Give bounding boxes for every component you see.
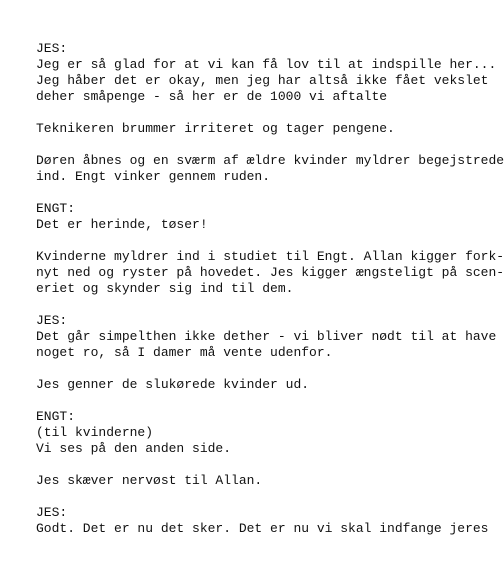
dialogue-line: Det går simpelthen ikke dether - vi bliver nødt til at have: [36, 329, 497, 344]
speaker-name: ENGT:: [36, 201, 76, 216]
action-line: Jes skæver nervøst til Allan.: [36, 473, 263, 488]
action-line: nyt ned og ryster på hovedet. Jes kigger ængsteligt på scen-: [36, 265, 504, 280]
block-spacer: [36, 105, 496, 121]
action-block: [36, 121, 496, 137]
dialogue-line: Godt. Det er nu det sker. Det er nu vi skal indfange jeres: [36, 521, 489, 536]
block-spacer: [36, 393, 496, 409]
dialogue-line: deher småpenge - så her er de 1000 vi aftalte: [36, 89, 388, 104]
block-spacer: [36, 361, 496, 377]
block-spacer: [36, 457, 496, 473]
dialogue-block: [36, 41, 496, 105]
dialogue-line: Det er herinde, tøser!: [36, 217, 208, 232]
dialogue-line: Jeg håber det er okay, men jeg har altså ikke fået vekslet: [36, 73, 489, 88]
block-spacer: [36, 233, 496, 249]
block-spacer: [36, 185, 496, 201]
action-block: [36, 249, 504, 297]
dialogue-block: [36, 201, 496, 233]
action-line: Teknikeren brummer irriteret og tager pengene.: [36, 121, 395, 136]
action-block: [36, 473, 496, 489]
dialogue-block: [36, 505, 496, 537]
block-spacer: [36, 489, 496, 505]
dialogue-line: noget ro, så I damer må vente udenfor.: [36, 345, 333, 360]
speaker-name: JES:: [36, 313, 68, 328]
action-line: Kvinderne myldrer ind i studiet til Engt. Allan kigger fork-: [36, 249, 504, 264]
action-block: [36, 377, 496, 393]
dialogue-block: [36, 409, 496, 457]
action-line: Døren åbnes og en sværm af ældre kvinder myldrer begejstrede: [36, 153, 504, 168]
speaker-name: ENGT:: [36, 409, 76, 424]
action-line: ind. Engt vinker gennem ruden.: [36, 169, 271, 184]
action-block: [36, 153, 504, 185]
action-line: eriet og skynder sig ind til dem.: [36, 281, 294, 296]
speaker-name: JES:: [36, 505, 68, 520]
block-spacer: [36, 297, 496, 313]
action-line: Jes genner de slukørede kvinder ud.: [36, 377, 310, 392]
screenplay-text: [36, 41, 504, 537]
dialogue-line: (til kvinderne): [36, 425, 154, 440]
dialogue-line: Vi ses på den anden side.: [36, 441, 232, 456]
dialogue-block: [36, 313, 496, 361]
block-spacer: [36, 137, 496, 153]
dialogue-line: Jeg er så glad for at vi kan få lov til at indspille her...: [36, 57, 497, 72]
speaker-name: JES:: [36, 41, 68, 56]
